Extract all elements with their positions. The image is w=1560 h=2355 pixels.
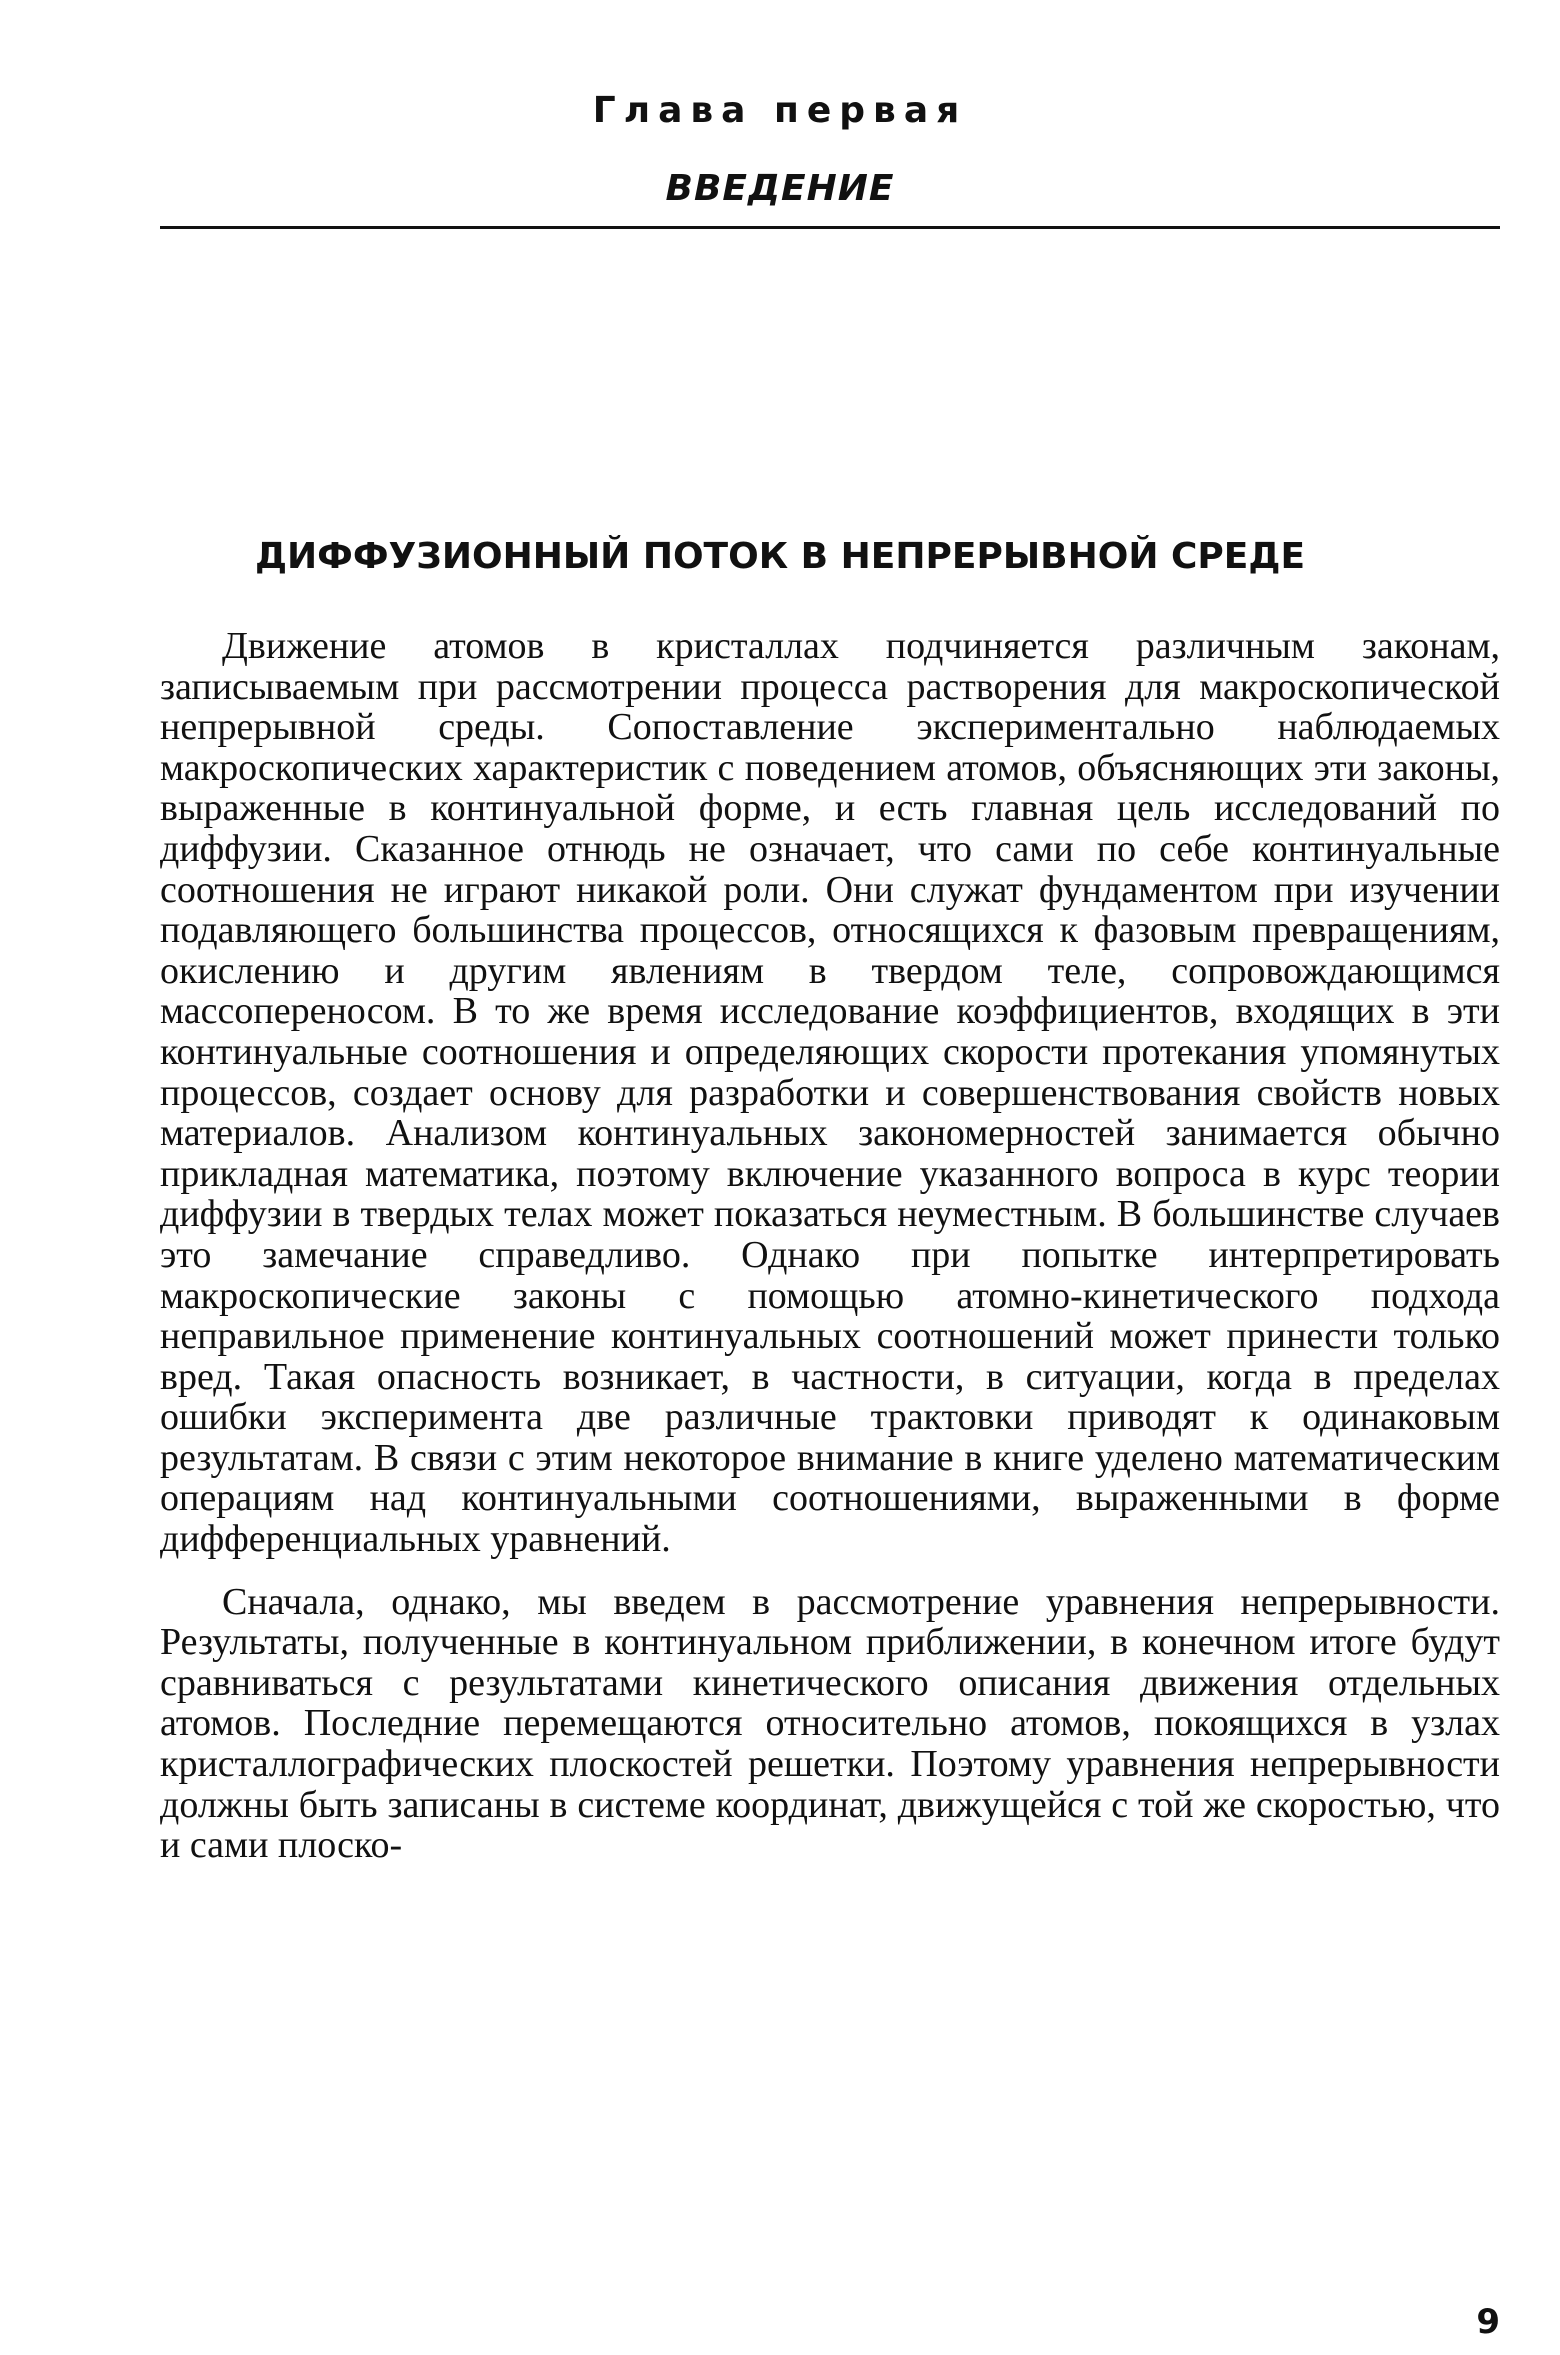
- header-rule: [160, 226, 1500, 229]
- body-text: [160, 626, 1500, 1866]
- paragraph-1: Движение атомов в кристаллах подчиняется различным законам, записываемым при рассмотрении процесса растворения для макроскопической непрерывной среды. Сопоставление экспериментально наблюдаемых макроскопических характеристик с поведением атомов, объясняющих эти законы, выраженные в континуальной форме, и есть главная цель исследований по диффузии. Сказанное отнюдь не означает, что сами по себе континуальные соотношения не играют никакой роли. Они служат фундаментом при изучении подавляющего большинства процессов, относящихся к фазовым превращениям, окислению и другим явлениям в твердом теле, сопровождающимся массопереносом. В то же время исследование коэффициентов, входящих в эти континуальные соотношения и определяющих скорости протекания упомянутых процессов, создает основу для разработки и совершенствования свойств новых материалов. Анализом континуальных закономерностей занимается обычно прикладная математика, поэтому включение указанного вопроса в курс теории диффузии в твердых телах может показаться неуместным. В большинстве случаев это замечание справедливо. Однако при попытке интерпретировать макроскопические законы с помощью атомно-кинетического подхода неправильное применение континуальных соотношений может принести только вред. Такая опасность возникает, в частности, в ситуации, когда в пределах ошибки эксперимента две различные трактовки приводят к одинаковым результатам. В связи с этим некоторое внимание в книге уделено математическим операциям над континуальными соотношениями, выраженными в форме дифференциальных уравнений.: [160, 625, 1500, 1561]
- page-number: 9: [1476, 2302, 1500, 2342]
- chapter-title: ВВЕДЕНИЕ: [665, 168, 895, 209]
- section-title: ДИФФУЗИОННЫЙ ПОТОК В НЕПРЕРЫВНОЙ СРЕДЕ: [254, 536, 1306, 577]
- chapter-label: Глава первая: [592, 90, 968, 131]
- paragraph-2: Сначала, однако, мы введем в рассмотрение уравнения непрерывности. Результаты, полученные в континуальном приближении, в конечном итоге будут сравниваться с результатами кинетического описания движения отдельных атомов. Последние перемещаются относительно атомов, покоящихся в узлах кристаллографических плоскостей решетки. Поэтому уравнения непрерывности должны быть записаны в системе координат, движущейся с той же скоростью, что и сами плоско-: [160, 1580, 1500, 1867]
